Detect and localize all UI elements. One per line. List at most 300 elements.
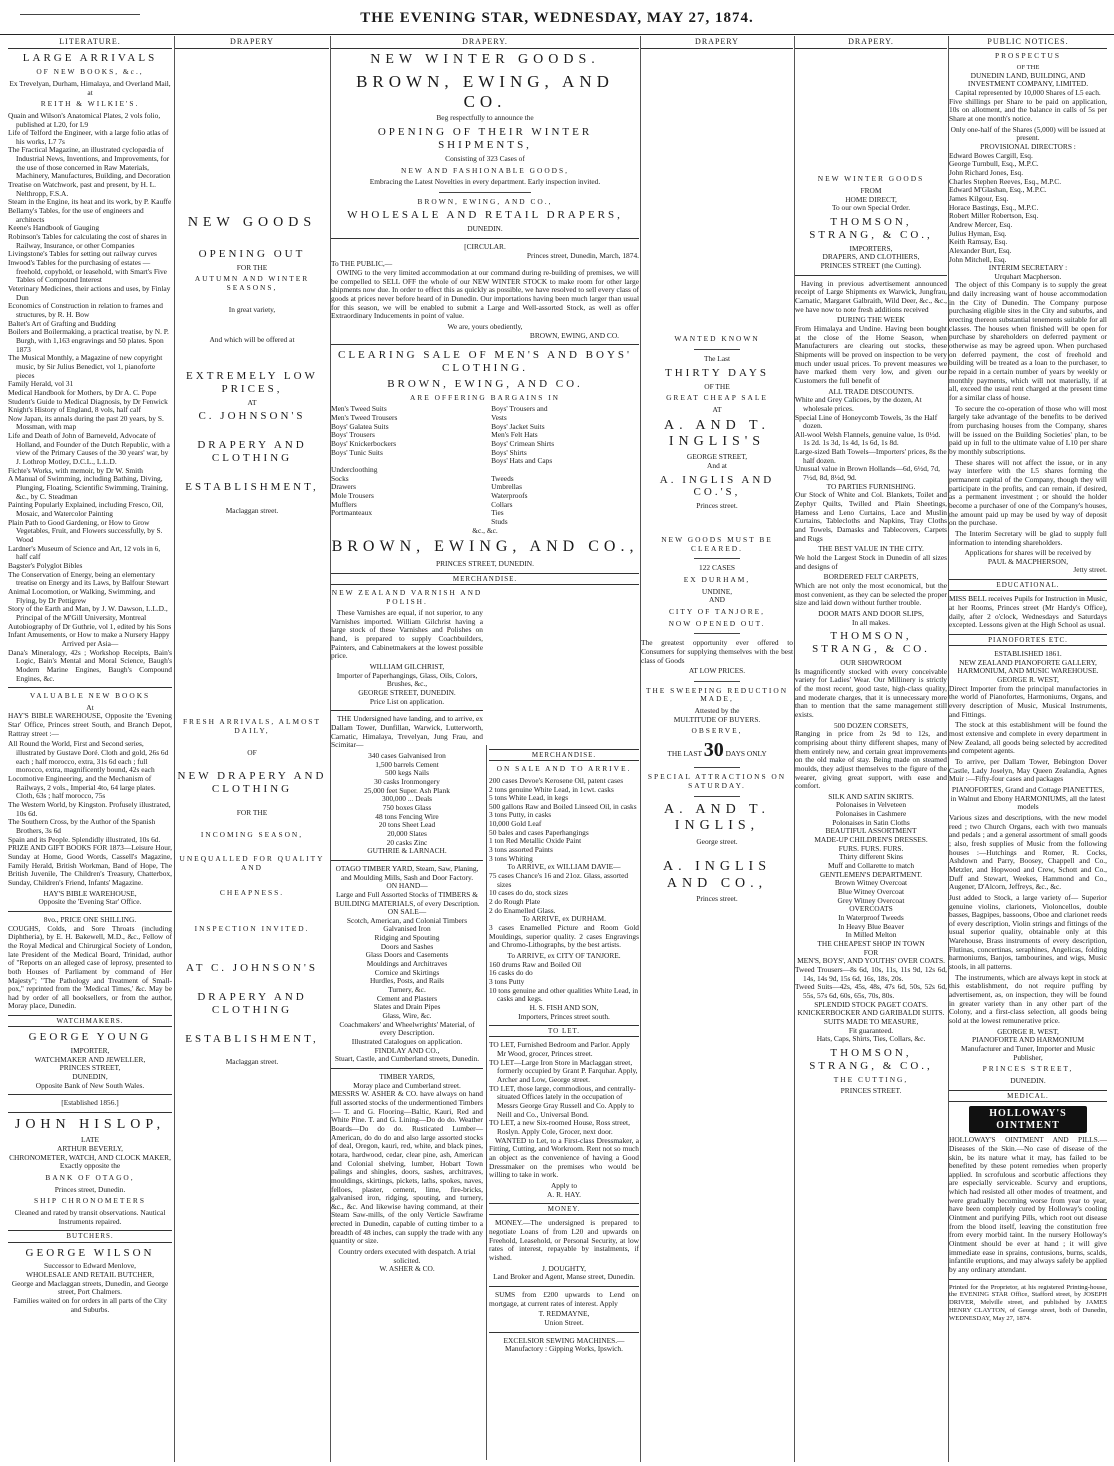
newspaper-title: THE EVENING STAR, WEDNESDAY, MAY 27, 1874. <box>360 10 754 26</box>
johnson-heading: C. JOHNSON'S <box>198 410 306 423</box>
timber-item: Glass, Wire, &c. <box>382 1011 432 1021</box>
goods-item: 20,000 Slates <box>387 828 427 838</box>
tanjore-item: 10 tons genuine and other qualities White Lead, in casks and kegs. <box>489 985 639 1004</box>
union-street: Union Street. <box>544 1317 584 1327</box>
to-arrive: To arrive, per Dallam Tower, Bebington Dover Castle, Lady Joselyn, May Queen Zealandia, Agnes Muir :—Fifty-four cases and packages <box>949 757 1107 784</box>
book-item: Infant Amusements, or How to make a Nursery Happy <box>8 630 170 640</box>
princes-street-3: PRINCES STREET. <box>840 1086 902 1096</box>
bargain-item: Boys' Crimean Shirts <box>491 439 555 449</box>
hays-book-item: Locomotive Engineering, and the Mechanism of Railways, 2 vols., Imperial 4to, 64 large plates. Cloth, 63s ; half morocco, 75s <box>8 774 156 801</box>
timber-item: Doors and Sashes <box>380 941 434 951</box>
bargain-item: Boys' Hats and Caps <box>491 456 553 466</box>
merchandise-left-col <box>331 589 483 1274</box>
bargain-item: Tweeds <box>491 473 514 483</box>
section-head-educational: EDUCATIONAL. <box>949 579 1107 591</box>
director-item: Julius Hyman, Esq. <box>949 228 1007 238</box>
book-item: Story of the Earth and Man, by J. W. Dawson, L.L.D., Principal of the M'Gill University, Montreal <box>8 604 168 622</box>
book-item: The Musical Monthly, a Magazine of new copyright music, by Sir Julius Benedict, vol 1, pianoforte pieces <box>8 353 163 380</box>
great-cheap-sale: GREAT CHEAP SALE <box>666 393 768 403</box>
column-merchandise-right <box>486 745 639 1460</box>
multitude: MULTITUDE OF BUYERS. <box>673 714 761 724</box>
goods-item: 25,000 feet Super. Ash Plank <box>364 785 450 795</box>
establishment: ESTABLISHMENT, <box>185 480 319 493</box>
of-the: OF THE <box>704 381 730 391</box>
circular-date: Princes street, Dunedin, March, 1874. <box>526 250 639 260</box>
arrive-tanjore: To ARRIVE, ex CITY OF TANJORE. <box>507 950 621 960</box>
money-text: MONEY.—The undersigned is prepared to negotiate Loans of from L20 and upwards on Freehold, Leasehold, or Personal Security, at low rates of interest, repayable by instalments, if wished. <box>489 1218 639 1263</box>
asher-text: MESSRS W. ASHER & CO. have always on hand full assorted stocks of the undermentioned Timbers :— T. and G. Flooring—Baltic, Kauri, Red and White Pine. T. and G. Lining—Do do do. Weather Boards—Do do do. Rusticated Lumber—American, do do do and also large assorted stocks of deal, Oregon, kauri, red, white, and black pines, totara, hardwood, cedar, clear pine, ash, American and Colonial shelving, lumber, Hobart Town palings and shingles, doors, sashes, architraves, mouldings, skirtings, pickets, laths, spokes, naves, felloes, plaster, cement, lime, fire-bricks, galvanised iron, ridging, spouting, and turnery, &c., &c. And likewise having command, at their Steam Saw-mills, of the only Verticle Sawframe erected in Dunedin, capable of cutting timber to a breadth of 48 inches, can supply the trade with any quantity or size. <box>331 1089 483 1246</box>
fit-guaranteed: Fit guaranteed. <box>848 1025 894 1035</box>
to-let-item: TO LET—Large Iron Store in Maclaggan street, formerly occupied by Grant P. Farquhar. Apply, Archer and Low, George street. <box>489 1057 638 1085</box>
arrive-durham: To ARRIVE, ex DURHAM. <box>522 914 606 924</box>
on-sale: ON SALE— <box>387 907 427 917</box>
ex-durham: EX DURHAM, <box>683 574 751 584</box>
dunedin-land-co: DUNEDIN LAND, BUILDING, AND INVESTMENT COMPANY, LIMITED. <box>967 70 1089 89</box>
maclaggan-street-2: Maclaggan street. <box>225 1057 279 1067</box>
hays-book-list <box>8 740 172 844</box>
door-mats: DOOR MATS AND DOOR SLIPS, <box>818 608 924 618</box>
country-orders: Country orders executed with despatch. A trial solicited. <box>338 1247 476 1265</box>
section-head-medical: MEDICAL. <box>949 1090 1107 1102</box>
goods-item: 300,000 ... Deals <box>381 794 433 804</box>
various-text: Various sizes and descriptions, with the new model reed ; two Church Organs, each with two manuals and pedals ; and a general assortment of small goods ; also, fresh supplies of Music from the following houses :—Hutchings and Romer, R. Cocks, Ashdown and Parry, Boosey, Chappell and Co., Metzler, and Hopwood and Crew, Schott and Co., Duff and Stewart, Weekes, Hammond and Co., Augener, D'Alcorn, Jeffreys, &c., &c. <box>949 812 1107 892</box>
bargain-item: Boys' Trousers and Vests <box>491 404 548 423</box>
largest-stock: We hold the Largest Stock in Dunedin of all sizes and designs of <box>795 553 947 571</box>
section-head-drapery: DRAPERY <box>175 36 329 49</box>
goods-item: 30 casks Ironmongery <box>374 776 440 786</box>
timber-item: Scotch, American, and Colonial Timbers Galvanised Iron <box>346 915 468 934</box>
shares-text: These shares will not affect the issue, or in any way interfere with the L5 shares forming the permanent capital of the Company, though they will participate in the profits, and can remain, if desired, as a permanent investment ; or should the holder become a purchaser of one of the Company's houses, the amount paid up may be used by way of deposit on the purchase. <box>949 457 1107 528</box>
prize-books: PRIZE AND GIFT BOOKS FOR 1873—Leisure Hour, Sunday at Home, Good Words, Cassell's Magazine, Family Herald, British Workman, Band of Hope, The British Juvenile, The Children's Treasury, Chatterbox, Sunday, Children's Friend, Infants' Magazine. <box>8 843 172 887</box>
sale-item: 5 tons White Lead, in kegs <box>489 793 569 803</box>
hays-book-item: Spain and its People. Splendidly illustrated, 10s 6d. <box>8 834 161 844</box>
section-head-drapery: DRAPERY. <box>331 36 639 49</box>
brown-ewing-co: BROWN, EWING, AND CO., <box>417 196 553 206</box>
object-text: The object of this Company is to supply the great and daily increasing want of house accommodation in the City of Dunedin. The Company purpose purchasing eligible sites in the City and suburbs, and erecting thereon substantial tenements suitable for all classes. The houses when finished will be open for purchase by shareholders on deferred payment or otherwise as may be agreed upon. When purchased on deferred payment, the cost of freehold and building will be treated as a loan to the purchaser, to be repaid in a certain number of years by weekly or monthly payments, which will not materially, if at all, exceed the usual rent charged at the present time for a similar class of house. <box>949 280 1107 402</box>
bargain-item: Ties <box>491 508 504 518</box>
dunedin-2: DUNEDIN. <box>1010 1075 1046 1085</box>
to-let-item: TO LET, a new Six-roomed House, Ross street, Roslyn. Apply Cole, Grocer, next door. <box>489 1118 630 1136</box>
for-the-2: FOR THE <box>236 808 268 818</box>
varnish-heading: NEW ZEALAND VARNISH AND POLISH. <box>331 587 483 606</box>
wilson-name: GEORGE WILSON <box>25 1246 155 1259</box>
the-last: The Last <box>703 354 731 364</box>
masthead <box>0 0 1114 35</box>
secure-text: To secure the co-operation of those who will most largely take advantage of the benefits to be derived from purchasing houses from the Company, shares will be issued on the Building Societies' plan, to be paid up in full to the ultimate value of L10 per share by monthly subscriptions. <box>949 403 1107 456</box>
column-thomson-strang <box>794 36 947 1462</box>
fashionable-goods: NEW AND FASHIONABLE GOODS, <box>401 165 569 175</box>
sale-item: 1 ton Red Metallic Oxide Paint <box>489 836 582 846</box>
bargain-item: Boys' Galatea Suits <box>331 421 389 431</box>
george-street-2: George street. <box>696 836 738 846</box>
five-shillings: Five shillings per Share to be paid on application, 10s on allotment, and the balance in calls of 5s per Share at one month's notice. <box>949 96 1107 123</box>
showroom-text: Is magnificently stocked with every conceivable variety for Ladies' Wear. Our Millinery is strictly of the most recent, good taste, high-class quality, and moderate charges, that it is unnecessary more than to mention that the same management still exists. <box>795 666 947 719</box>
new-winter-goods: NEW WINTER GOODS. <box>370 52 600 68</box>
divider <box>8 1112 172 1113</box>
at: AT <box>712 404 722 414</box>
book-item: Life of Telford the Engineer, with a large folio atlas of his works, L7 7s <box>8 128 169 146</box>
george-west-2: GEORGE R. WEST, <box>997 1026 1059 1036</box>
last-30-days: THE LAST 30 DAYS ONLY <box>667 739 767 762</box>
book-item: Medical Handbook for Mothers, by Dr A. C. Pope <box>8 387 157 397</box>
young-street: PRINCES STREET, <box>59 1063 121 1073</box>
capital: Capital represented by 10,000 Shares of L5 each. <box>955 88 1101 98</box>
wholesale-retail: WHOLESALE AND RETAIL DRAPERS, <box>347 209 623 222</box>
gilchrist-importer: Importer of Paperhangings, Glass, Oils, Colors, Brushes, &c., <box>336 670 478 689</box>
timber-item: Cement and Plasters <box>376 993 438 1003</box>
bargains-heading: ARE OFFERING BARGAINS IN <box>409 392 561 402</box>
established-1856: [Established 1856.] <box>61 1098 119 1108</box>
wanted-known: WANTED KNOWN <box>674 334 760 344</box>
bargain-list-left <box>331 405 479 526</box>
sale-item: 10,000 Gold Leaf <box>489 819 542 829</box>
printer-imprint: Printed for the Proprietor, at his registered Printing-house, the EVENING STAR Office, Stafford street, by JOSEPH DRIVER, Melville street, and published by JAMES HENRY CLAYTON, of George street, both of Dunedin, WEDNESDAY, May 27, 1874. <box>949 1283 1107 1322</box>
embracing: Embracing the Latest Novelties in every department. Early inspection invited. <box>369 177 601 187</box>
gilchrist-street: GEORGE STREET, DUNEDIN. <box>358 688 456 698</box>
in-great-variety: In great variety, <box>228 304 276 314</box>
miss-bell: MISS BELL receives Pupils for Instruction in Music, at her Rooms, Princes street (Mr Hardy's Office), daily, after 2 o'clock, Wednesdays and Saturdays excepted. Lessons given at the High School as usual. <box>949 594 1107 630</box>
apply-to: Apply to <box>550 1180 578 1190</box>
divider <box>8 911 172 912</box>
silk-item: Polonaises in Satin Cloths <box>832 817 910 827</box>
fresh-arrivals: FRESH ARRIVALS, ALMOST DAILY, <box>182 717 322 735</box>
interim-text: The Interim Secretary will be glad to supply full information to intending shareholders. <box>949 528 1107 547</box>
otago-timber: OTAGO TIMBER YARD, Steam, Saw, Planing, and Moulding Mills, Sash and Door Factory. <box>335 863 479 882</box>
bargain-item: Drawers <box>331 482 357 492</box>
director-item: Robert Miller Robertson, Esq. <box>949 211 1039 221</box>
book-item: Bagster's Polyglot Bibles <box>8 560 83 570</box>
excelsior: EXCELSIOR SEWING MACHINES.— <box>503 1335 625 1345</box>
inglis-heading: A. AND T. INGLIS'S <box>664 417 770 449</box>
item: Large-sized Bath Towels—Importers' prices, 8s the half dozen. <box>795 447 947 465</box>
davie-item: 10 cases do do, stock sizes <box>489 888 568 898</box>
importers: IMPORTERS, <box>849 243 893 253</box>
jetty-street: Jetty street. <box>1073 565 1107 575</box>
director-item: Alexander Burt, Esq. <box>949 245 1012 255</box>
new-winter-goods-2: NEW WINTER GOODS <box>817 174 925 184</box>
davie-item: 2 do Rough Plate <box>489 897 541 907</box>
thomson-heading-2: THOMSON, STRANG, & CO. <box>812 630 930 656</box>
hay-name: A. R. HAY. <box>547 1189 581 1199</box>
book-item: A Manual of Swimming, including Bathing, Diving, Plunging, Floating, Scientific Swimming, Training, &c., by C. Steadman <box>8 474 168 501</box>
section-head-butchers: BUTCHERS. <box>8 1230 172 1242</box>
sale-item: 50 bales and cases Paperhangings <box>489 827 589 837</box>
silk-item: Polonaises in Velveteen <box>835 800 907 810</box>
book-item: Steam in the Engine, its heat and its work, by P. Kauffe <box>8 197 172 207</box>
doughty-sub: Land Broker and Agent, Manse street, Dunedin. <box>493 1272 635 1282</box>
greatest-opportunity: The greatest opportunity ever offered to Consumers for supplying themselves with the best class of Goods <box>641 638 793 665</box>
bargain-item: Waterproofs <box>491 491 528 501</box>
to-let-item: TO LET, Furnished Bedroom and Parlor. Apply Mr Wood, grocer, Princes street. <box>489 1040 630 1059</box>
section-head-pianofortes: PIANOFORTES ETC. <box>949 634 1107 646</box>
coughs-ad: COUGHS, Colds, and Sore Throats (including Diphtheria), by E. H. Bakewell, M.D., &c., Fellow of the Royal Medical and Chirurgical Society of London, late President of the Medical Board, Trinidad, author of "Reports on an alleged case of leprosy, presented to both Houses of Parliament by command of Her Majesty"; "The Pathology and Treatment of Small-pox," reprinted from the 'Medical Times,' &c. May be had by order of all booksellers, or from the author, Moray place, Dunedin. <box>8 923 172 1011</box>
young-opposite: Opposite Bank of New South Wales. <box>35 1080 145 1090</box>
of-the: OF THE <box>1016 64 1040 72</box>
manufactory: Manufactory : Gipping Works, Ipswich. <box>505 1344 623 1354</box>
bargain-list-right <box>491 405 639 526</box>
cheapness: CHEAPNESS. <box>219 887 285 897</box>
book-item: The Conservation of Energy, being an elementary treatise on Energy and its Laws, by Balfour Stewart <box>8 569 169 588</box>
wilkie-heading: REITH & WILKIE'S. <box>40 99 140 109</box>
drapery-clothing: DRAPERY AND CLOTHING <box>197 439 307 464</box>
timber-item: Mouldings and Architraves <box>366 959 448 969</box>
prospectus: PROSPECTUS <box>994 51 1061 61</box>
section-head-merchandise: MERCHANDISE. <box>331 573 639 585</box>
book-item: Quain and Wilson's Anatomical Plates, 2 vols folio, published at L20, for L9 <box>8 110 161 129</box>
brown-ewing-co-3: BROWN, EWING, AND CO., <box>331 538 639 556</box>
best-value: THE BEST VALUE IN THE CITY. <box>818 544 924 554</box>
incoming-season: INCOMING SEASON, <box>200 829 304 839</box>
directors-list <box>949 152 1107 265</box>
george-west: GEORGE R. WEST, <box>997 675 1059 685</box>
holloway-banner: HOLLOWAY'S OINTMENT <box>969 1106 1087 1133</box>
book-item: Lardner's Museum of Science and Art, 12 vols in 6, half calf <box>8 543 161 562</box>
gents-item: Brown Witney Overcoat <box>834 878 908 888</box>
director-item: Andrew Mercer, Esq. <box>949 219 1013 229</box>
coachmakers: Coachmakers' and Wheelwrights' Material, of every Description. <box>339 1019 475 1038</box>
section-head-literature: LITERATURE. <box>8 36 172 49</box>
attested-by: Attested by the <box>694 706 740 716</box>
hays-address: HAY'S BIBLE WAREHOUSE, Opposite the 'Evening Star' Office, Princes street South, and Branch Depot, Rattray street :— <box>8 711 172 738</box>
section-head-public-notices: PUBLIC NOTICES. <box>949 36 1107 49</box>
item: Special Line of Honeycomb Towels, 3s the Half dozen. <box>795 412 938 431</box>
price-line: 8vo., PRICE ONE SHILLING. <box>43 914 137 924</box>
overcoat-item: In Milled Melton <box>845 930 897 940</box>
just-added: Just added to Stock, a large variety of— Superior genuine violins, clarionets, Violoncellos, double basses, Bagpipes, bassoons, Oboe and clarionet reeds of every description, Violin strings and fittings of the usual superior quality, obtainable only at this Warehouse, Brass instruments of every description, Flutinas, concertinas, seraphines, Angelicas, folding harmoniums, Banjos, tambourines, and wigs, Music stools, in all patterns. <box>949 892 1107 972</box>
madeup-dresses: MADE-UP CHILDREN'S DRESSES. <box>814 835 928 845</box>
sweeping-reduction: THE SWEEPING REDUCTION MADE, <box>645 685 789 704</box>
overcoat-item: In Heavy Blue Beaver <box>838 921 904 931</box>
overcoats: OVERCOATS <box>849 904 893 914</box>
dana-list: Dana's Mineralogy, 42s ; Workshop Receipts, Bain's Logic, Bain's Mental and Moral Science, Baugh's Modern Marine Engines, Baugh's Compound Engines, &c. <box>8 647 172 683</box>
must-be-cleared: NEW GOODS MUST BE CLEARED. <box>661 534 773 553</box>
to-let-list <box>489 1041 639 1136</box>
bargain-item: Mufflers <box>331 499 357 509</box>
at-johnson: AT C. JOHNSON'S <box>185 961 319 974</box>
goods-item: 340 cases Galvanised Iron <box>368 751 446 761</box>
exactly-opposite: Exactly opposite the <box>59 1161 121 1171</box>
timber-item: Glass Doors and Casements <box>365 950 449 960</box>
our-showroom: OUR SHOWROOM <box>840 657 902 667</box>
gents-item: Grey Witney Overcoat <box>837 895 905 905</box>
tweed-suits: Tweed Suits—42s, 45s, 48s, 47s 6d, 50s, 52s 6d, 55s, 57s 6d, 60s, 65s, 70s, 80s. <box>795 982 947 1000</box>
urquhart: Urquhart Macpherson. <box>994 271 1062 281</box>
wilson-families: Families waited on for orders in all parts of the City and Suburbs. <box>13 1296 167 1314</box>
guthrie-larnach: GUTHRIE & LARNACH. <box>367 846 447 856</box>
and: AND <box>708 595 725 605</box>
established-1861: ESTABLISHED 1861. <box>994 649 1062 659</box>
fish-sub: Importers, Princes street south. <box>518 1011 610 1021</box>
sale-item: 3 tons Whiting <box>489 853 533 863</box>
chronometer-maker: CHRONOMETER, WATCH, AND CLOCK MAKER, <box>9 1152 171 1162</box>
book-item: Inwood's Tables for the purchasing of estates —freehold, copyhold, or leasehold, with Smart's Five Tables of Compound Interest <box>8 258 167 285</box>
stock-text: The stock at this establishment will be found the most extensive and complete in every department in New Zealand, all goods being selected by accredited and competent agents. <box>949 720 1107 756</box>
furs-item: Thirty different Skins <box>839 852 903 862</box>
wilson-successor: Successor to Edward Menlove, <box>44 1261 136 1271</box>
book-item: Livingstone's Tables for setting out railway curves <box>8 249 157 259</box>
inglis-heading-2: A. AND T. INGLIS, <box>664 801 770 834</box>
bargain-lists <box>331 405 639 526</box>
late-text: LATE <box>80 1135 100 1145</box>
arrived-per-asia: Arrived per Asia— <box>61 638 119 648</box>
princes-street-2: Princes street. <box>696 893 738 903</box>
beverly-name: ARTHUR BEVERLY, <box>56 1144 124 1154</box>
bargain-item: Boys' Jacket Suits <box>491 421 545 431</box>
bargain-item: Boys' Tunic Suits <box>331 447 383 457</box>
moray-place: Moray place and Cumberland street. <box>353 1080 461 1090</box>
paul-macpherson: PAUL & MACPHERSON, <box>987 556 1069 566</box>
timber-item: Ridging and Spouting <box>374 933 440 943</box>
timber-item: Turnery, &c. <box>388 985 426 995</box>
book-item: Family Herald, vol 31 <box>8 379 74 389</box>
bargain-item: Socks <box>331 473 349 483</box>
book-item: Animal Locomotion, or Walking, Swimming, and Flying, by Dr Pettigrew <box>8 586 156 605</box>
of-text: OF <box>247 747 257 757</box>
gents-list <box>795 879 947 905</box>
princes-street-dunedin: PRINCES STREET, DUNEDIN. <box>436 559 534 569</box>
sale-item: 3 tons Putty, in casks <box>489 810 552 820</box>
sale-item: 3 tons assorted Paints <box>489 845 553 855</box>
pianoforte-harmonium: PIANOFORTE AND HARMONIUM <box>971 1035 1085 1045</box>
at-text: At <box>86 702 94 712</box>
inspection-invited: INSPECTION INVITED. <box>194 924 310 934</box>
on-sale-arrive: ON SALE AND TO ARRIVE. <box>496 764 632 774</box>
corsets: 500 DOZEN CORSETS, <box>833 720 909 730</box>
from: FROM <box>860 186 882 196</box>
goods-item: 1,500 barrels Cement <box>375 759 439 769</box>
gents-item: Blue Witney Overcoat <box>837 887 905 897</box>
items-list <box>795 396 947 483</box>
young-town: DUNEDIN, <box>72 1072 108 1082</box>
book-item: Veterinary Medicines, their actions and uses, by Finlay Dun <box>8 283 171 302</box>
clearing-sale: CLEARING SALE OF MEN'S AND BOYS' CLOTHING. <box>337 349 632 375</box>
having-text: Having in previous advertisement announced receipt of Large Shipments ex Warwick, Jungfrau, Carnatic, Margaret Galbraith, Wild Deer, &c., &c., we have now to note fresh additions received <box>795 278 947 314</box>
section-head-money: MONEY. <box>489 1203 639 1215</box>
large-arrivals-heading: LARGE ARRIVALS <box>22 52 158 65</box>
book-item: Boilers and Boilermaking, a practical treatise, by N. P. Burgh, with 1,163 engravings and 50 plates. Spon 1873 <box>8 327 169 354</box>
princes-street: Princes street, Dunedin. <box>54 1184 126 1194</box>
bargain-item: Umbrellas <box>491 482 522 492</box>
hays-opposite: Opposite the 'Evening Star' Office. <box>38 897 142 907</box>
thirty-days: THIRTY DAYS <box>665 366 769 379</box>
timber-yards: TIMBER YARDS, <box>379 1071 435 1081</box>
director-item: Keith Ramsay, Esq. <box>949 237 1008 247</box>
maclaggan-street: Maclaggan street. <box>225 505 279 515</box>
timbers-list <box>331 917 483 1021</box>
davie-item: 75 cases Chance's 16 and 21oz. Glass, assorted sizes <box>489 871 629 889</box>
provisional-directors: PROVISIONAL DIRECTORS : <box>980 141 1076 151</box>
goods-item: 20 casks Zinc <box>386 837 428 847</box>
director-item: John Mitchell, Esq. <box>949 254 1007 264</box>
bargain-item: Boys' Trousers <box>331 430 375 440</box>
trade-discounts: ALL TRADE DISCOUNTS. <box>828 386 914 396</box>
durham-text: 3 cases Enamelled Picture and Room Gold Mouldings, superior quality. 2 cases Engravings and Chromo-Lithographs, by the best artists. <box>489 923 639 950</box>
brown-ewing-co-2: BROWN, EWING, AND CO. <box>387 377 583 390</box>
divider <box>8 687 172 688</box>
goods-item: 500 kegs Nails <box>385 768 429 778</box>
bargain-item: Boys' Knickerbockers <box>331 439 397 449</box>
unequalled: UNEQUALLED FOR QUALITY AND <box>179 854 325 872</box>
ship-chronometers: SHIP CHRONOMETERS <box>34 1196 146 1206</box>
mens-coats: MEN'S, BOYS', AND YOUTHS' OVER COATS. <box>797 956 945 966</box>
gilchrist: WILLIAM GILCHRIST, <box>369 662 445 672</box>
bargain-item: Undercloothing <box>331 465 378 475</box>
hislop-name: JOHN HISLOP, <box>14 1117 166 1133</box>
davie-list <box>489 872 639 915</box>
beg-text: Beg respectfully to announce the <box>436 113 534 123</box>
book-item: Economics of Construction in relation to frames and structures, by R. H. Bow <box>8 301 163 319</box>
carpets-text: Which are not only the most economical, but the most convenient, as they can be selected the proper size and laid down without further trouble. <box>795 580 947 608</box>
now-opened-out: NOW OPENED OUT. <box>668 618 766 628</box>
dunedin: DUNEDIN. <box>467 224 503 234</box>
bordered-carpets: BORDERED FELT CARPETS, <box>823 572 919 582</box>
furs-list <box>795 853 947 870</box>
direct-importer: Direct Importer from the principal manufactories in the world of Pianofortes, Harmoniums, Organs, and every description of Music, Musical Instruments, and Fittings. <box>949 683 1107 719</box>
cases-122: 122 CASES <box>699 563 735 573</box>
wilson-trade: WHOLESALE AND RETAIL BUTCHER, <box>25 1270 155 1280</box>
hays-warehouse: HAY'S BIBLE WAREHOUSE, <box>43 888 137 898</box>
at-low-prices: AT LOW PRICES. <box>688 666 746 676</box>
silk-skirts: SILK AND SATIN SKIRTS. <box>828 791 914 801</box>
rated-text: Cleaned and rated by transit observations. Nautical Instruments repaired. <box>14 1208 166 1226</box>
valuable-books-heading: VALUABLE NEW BOOKS <box>29 691 151 701</box>
furs: FURS. FURS. FURS. <box>838 843 904 853</box>
brown-ewing-heading: BROWN, EWING, AND CO. <box>356 71 614 111</box>
observe: OBSERVE, <box>691 726 743 736</box>
book-item: Robinson's Tables for calculating the cost of shares in Railway, Insurance, or other Companies <box>8 232 167 250</box>
redmayne: T. REDMAYNE, <box>538 1309 590 1319</box>
section-head-to-let: TO LET. <box>489 1025 639 1037</box>
book-item: Baltet's Art of Grafting and Budding <box>8 318 116 328</box>
director-item: George Turnbull, Esq., M.P.C. <box>949 159 1039 169</box>
goods-item: 20 tons Sheet Lead <box>378 820 436 830</box>
book-item: Treatise on Watchwork, past and present, by H. L. Nelthropp, F.S.A. <box>8 180 157 198</box>
section-head-merchandise-2: MERCHANDISE. <box>489 749 639 761</box>
new-books-heading: OF NEW BOOKS, &c., <box>36 67 144 77</box>
drapery-clothing-2: DRAPERY AND CLOTHING <box>197 990 307 1016</box>
tanjore-item: 160 drums Raw and Boiled Oil <box>489 959 582 969</box>
tanjore-item: 3 tons Putty <box>489 976 525 986</box>
book-item: Plain Path to Good Gardening, or How to Grow Vegetables, Fruit, and Flowers successfully, by S. Wood <box>8 517 163 544</box>
cheapest-shop: THE CHEAPEST SHOP IN TOWN <box>817 938 925 948</box>
book-item: Bellamy's Tables, for the use of engineers and architects <box>8 206 144 224</box>
sums-text: SUMS from £200 upwards to Lend on mortgage, at current rates of interest. Apply <box>489 1290 639 1308</box>
section-head-watchmakers: WATCHMAKERS. <box>8 1015 172 1027</box>
sale-item: 2 tons genuine White Lead, in 1cwt. casks <box>489 784 614 794</box>
goods-list <box>331 752 483 847</box>
manufacturer: Manufacturer and Tuner, Importer and Music Publisher, <box>961 1044 1095 1062</box>
tanjore-list <box>489 961 639 1004</box>
furs-item: Muff and Collarette to match <box>827 861 915 871</box>
princes-street: Princes street. <box>696 501 738 511</box>
instruments-text: The instruments, which are always kept in stock at this establishment, do not require puffing by advertisement, as, on inspection, they will be found in greater variety than in any other part of the Colony, and a first-class selection, all goods being sold at the lowest remunerative price. <box>949 972 1107 1026</box>
bargain-item: Boys' Shirts <box>491 447 527 457</box>
at-text: AT <box>247 397 257 407</box>
new-drapery: NEW DRAPERY AND CLOTHING <box>177 770 327 796</box>
price-list: Price List on application. <box>369 696 445 706</box>
special-attractions: SPECIAL ATTRACTIONS ON SATURDAY. <box>647 772 787 791</box>
bargain-item: Men's Tweed Trousers <box>331 413 398 423</box>
wanted-to-let: WANTED to Let, to a First-class Dressmaker, a Fitting, Cutting, and Workroom. Rent not so much an object as the convenience of having a Good Dressmaker on the premises who would be willing to take in work. <box>489 1135 639 1180</box>
book-item: Autobiography of Dr Guthrie, vol 1, edited by his Sons <box>8 621 172 631</box>
book-item: Student's Guide to Medical Diagnosis, by Dr Fenwick <box>8 396 168 406</box>
davie-item: 2 do Enamelled Glass. <box>489 905 556 915</box>
the-cutting: PRINCES STREET (the Cutting). <box>820 261 922 271</box>
bargain-item: Studs <box>491 516 508 526</box>
city-of-tanjore: CITY OF TANJORE, <box>668 606 766 616</box>
book-item: Painting Popularly Explained, including Fresco, Oil, Mosaic, and Watercolor Painting <box>8 500 164 519</box>
inglis-co-heading: A. INGLIS AND CO.'S, <box>659 473 775 499</box>
